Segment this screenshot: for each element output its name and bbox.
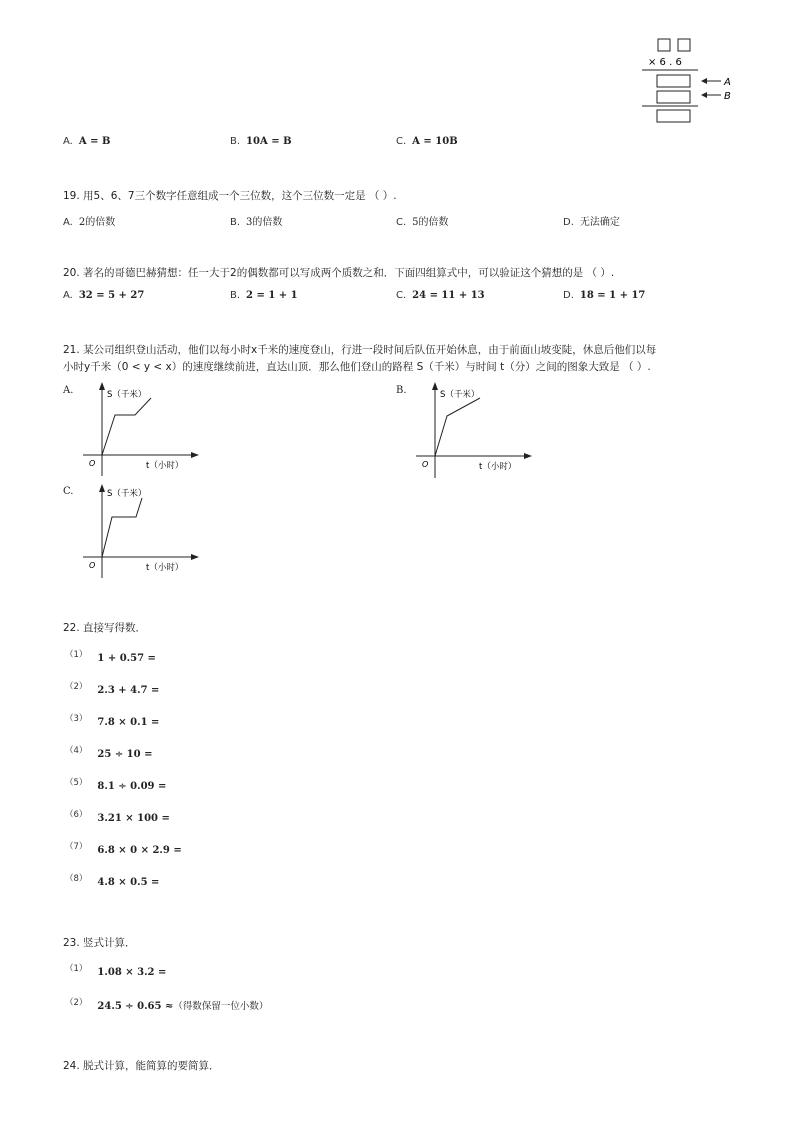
digit-box-1: [658, 39, 670, 51]
graph-a-x-arrow: [191, 452, 199, 458]
q22-item-2: $^{(2)}$ 2.3 + 4.7 =: [65, 682, 160, 696]
q22-item-5: $^{(5)}$ 8.1 ÷ 0.09 =: [65, 778, 167, 792]
q19-option-d[interactable]: D. 无法确定: [563, 217, 620, 228]
q21-option-b-label[interactable]: B.: [396, 385, 407, 396]
label-b: B: [724, 91, 731, 102]
q22-item-1: $^{(1)}$ 1 + 0.57 =: [65, 650, 156, 664]
q23-item-2: $^{(2)}$ 24.5 ÷ 0.65 ≈（得数保留一位小数）: [65, 998, 269, 1012]
arrow-b-head: [701, 92, 707, 98]
graph-c-x-label: t（小时）: [146, 563, 184, 573]
graph-c-y-arrow: [99, 484, 105, 492]
graph-a-x-label: t（小时）: [146, 461, 184, 471]
graph-c-y-label: S（千米）: [107, 489, 147, 499]
product-box: [657, 110, 690, 122]
q24-title: 24. 脱式计算，能简算的要简算．: [63, 1060, 220, 1072]
q23-item-1: $^{(1)}$ 1.08 × 3.2 =: [65, 964, 167, 978]
multiplication-diagram-svg: [640, 36, 740, 126]
q20-option-a[interactable]: A. 32 = 5 + 27: [63, 290, 145, 301]
graph-c-origin: O: [89, 561, 96, 570]
q18-option-a[interactable]: A. A = B: [63, 136, 111, 147]
graph-b-x-label: t（小时）: [479, 462, 517, 472]
q21-option-c-label[interactable]: C.: [63, 486, 74, 497]
q22-item-4: $^{(4)}$ 25 ÷ 10 =: [65, 746, 153, 760]
arrow-a-head: [701, 78, 707, 84]
q21-text-line1: 21. 某公司组织登山活动，他们以每小时x千米的速度登山，行进一段时间后队伍开始休息，由于前面山坡变陡，休息后他们以每: [63, 344, 657, 356]
q22-item-7: $^{(7)}$ 6.8 × 0 × 2.9 =: [65, 842, 182, 856]
q19-option-c[interactable]: C. 5的倍数: [396, 217, 449, 228]
partial-box-a: [657, 75, 690, 87]
graph-a-y-arrow: [99, 382, 105, 390]
q19-option-b[interactable]: B. 3的倍数: [230, 217, 283, 228]
q19-text: 19. 用5、6、7三个数字任意组成一个三位数，这个三位数一定是 （ ）.: [63, 190, 397, 202]
graph-c-x-arrow: [191, 554, 199, 560]
label-a: A: [724, 77, 731, 88]
q19-option-a[interactable]: A. 2的倍数: [63, 217, 116, 228]
q22-item-6: $^{(6)}$ 3.21 × 100 =: [65, 810, 170, 824]
graph-a-y-label: S（千米）: [107, 390, 147, 400]
q21-graph-c[interactable]: [80, 482, 200, 578]
graph-b-y-label: S（千米）: [440, 390, 480, 400]
multiplication-diagram: [640, 36, 740, 126]
q20-option-b[interactable]: B. 2 = 1 + 1: [230, 290, 298, 301]
q23-title: 23. 竖式计算．: [63, 937, 136, 949]
q22-title: 22. 直接写得数．: [63, 622, 147, 634]
graph-b-x-arrow: [524, 453, 532, 459]
graph-b-y-arrow: [432, 382, 438, 390]
graph-c-curve: [102, 498, 142, 557]
q21-option-a-label[interactable]: A.: [63, 385, 74, 396]
q21-graph-b[interactable]: [413, 380, 533, 480]
q18-option-b[interactable]: B. 10A = B: [230, 136, 292, 147]
graph-b-origin: O: [422, 460, 429, 469]
q21-text-line2: 小时y千米（0 < y < x）的速度继续前进，直达山顶．那么他们登山的路程 S（千米）与时间 t（分）之间的图象大致是 （ ）.: [63, 361, 651, 373]
multiplier-text: × 6 . 6: [648, 57, 682, 68]
graph-a-curve: [102, 398, 151, 455]
q20-option-c[interactable]: C. 24 = 11 + 13: [396, 290, 485, 301]
graph-b-curve: [435, 398, 480, 456]
partial-box-b: [657, 91, 690, 103]
q22-item-3: $^{(3)}$ 7.8 × 0.1 =: [65, 714, 160, 728]
digit-box-2: [678, 39, 690, 51]
q20-text: 20. 著名的哥德巴赫猜想：任一大于2的偶数都可以写成两个质数之和．下面四组算式中，可以验证这个猜想的是 （ ）.: [63, 267, 615, 279]
graph-a-origin: O: [89, 459, 96, 468]
q22-item-8: $^{(8)}$ 4.8 × 0.5 =: [65, 874, 160, 888]
q21-graph-a[interactable]: [80, 380, 200, 476]
q18-option-c[interactable]: C. A = 10B: [396, 136, 458, 147]
q20-option-d[interactable]: D. 18 = 1 + 17: [563, 290, 646, 301]
